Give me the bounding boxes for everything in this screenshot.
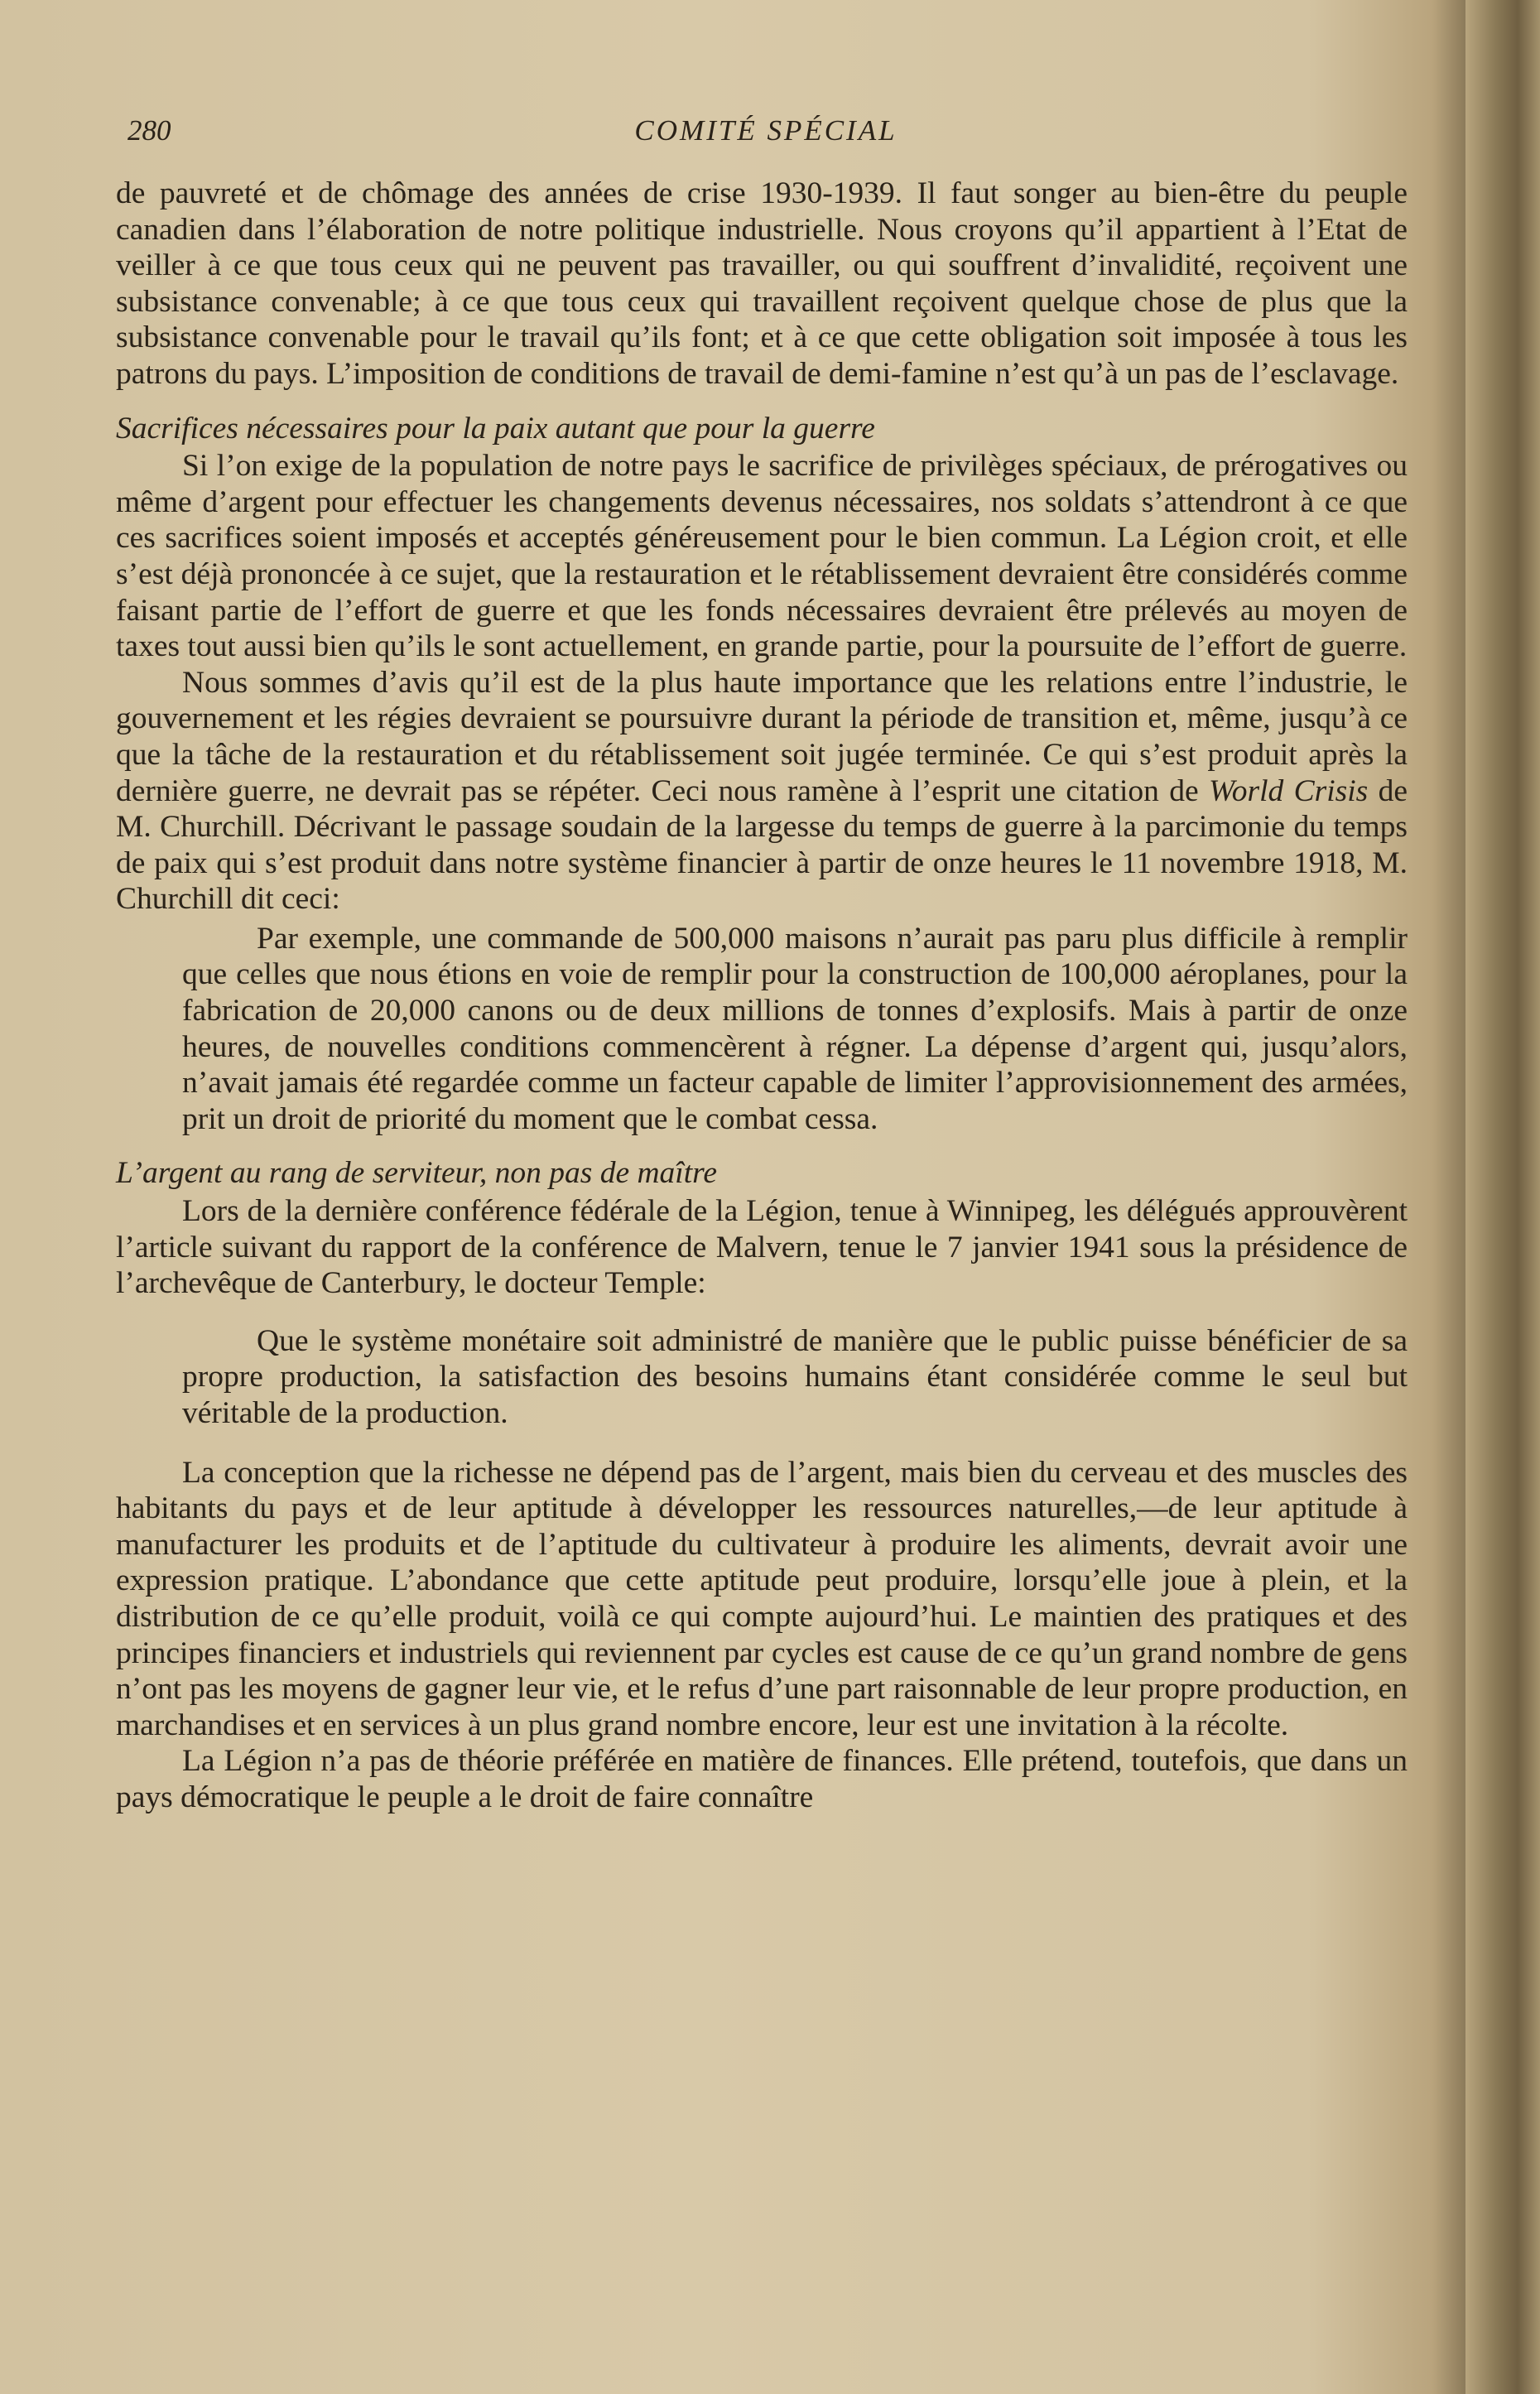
section-heading-sacrifices: Sacrifices nécessaires pour la paix autant que pour la guerre <box>116 411 875 446</box>
page-number: 280 <box>128 114 171 147</box>
paragraph-2: Si l’on exige de la population de notre pays le sacrifice de privilèges spéciaux, de prérogatives ou même d’argent pour effectuer les changements devenus nécessaires, nos soldats s’attendront à ce que ces sacrifices soient imposés et acceptés généreusement pour le bien commun. La Légion croit, et elle s’est déjà prononcée à ce sujet, que la restauration et le rétablissement devraient être considérés comme faisant partie de l’effort de guerre et que les fonds nécessaires devraient être prélevés au moyen de taxes tout aussi bien qu’ils le sont actuellement, en grande partie, pour la poursuite de l’effort de guerre. <box>116 449 1408 664</box>
spacer <box>116 1302 1408 1320</box>
paragraph-5: La conception que la richesse ne dépend pas de l’argent, mais bien du cerveau et des muscles des habitants du pays et de leur aptitude à développer les ressources naturelles,—de leur aptitude à manufacturer les produits et de l’aptitude du cultivateur à produire les aliments, devrait avoir une expression pratique. L’abondance que cette aptitude peut produire, lorsqu’elle joue à plein, et la distribution de ce qu’elle produit, voilà ce qui compte aujourd’hui. Le maintien des pratiques et des principes financiers et industriels qui reviennent par cycles est cause de ce qu’un grand nombre de gens n’ont pas les moyens de gagner leur vie, et le refus d’une part raisonnable de leur propre production, en marchandises et en services à un plus grand nombre encore, leur est une invitation à la récolte. <box>116 1455 1408 1742</box>
paragraph-3-part-b: de M. Churchill. Décrivant le passage soudain de la largesse du temps de guerre à la parcimonie du temps de paix qui s’est produit dans notre système financier à partir de onze heures le 11 novembre 1918, M. Churchill dit ceci: <box>116 773 1408 917</box>
running-head: COMITÉ SPÉCIAL <box>634 114 898 147</box>
section-heading-argent: L’argent au rang de serviteur, non pas de maître <box>116 1156 717 1191</box>
quotation-churchill: Par exemple, une commande de 500,000 maisons n’aurait pas paru plus difficile à remplir que celles que nous étions en voie de remplir pour la construction de 100,000 aéroplanes, pour la fabrication de 20,000 canons ou de deux millions de tonnes d’explosifs. Mais à partir de onze heures, de nouvelles conditions commencèrent à régner. La dépense d’argent qui, jusqu’alors, n’avait jamais été regardée comme un facteur capable de limiter l’approvisionnement des armées, prit un droit de priorité du moment que le combat cessa. <box>182 921 1408 1136</box>
paragraph-6: La Légion n’a pas de théorie préférée en matière de finances. Elle prétend, toutefois, que dans un pays démocratique le peuple a le droit de faire connaître <box>116 1744 1408 1814</box>
book-spine-shadow <box>1465 0 1540 2394</box>
book-title-world-crisis: World Crisis <box>1208 773 1369 808</box>
paragraph-3-part-a: Nous sommes d’avis qu’il est de la plus haute importance que les relations entre l’industrie, le gouvernement et les régies devraient se poursuivre durant la période de transition et, même, jusqu’à ce que la tâche de la restauration et du rétablissement soit jugée terminée. Ce qui s’est produit après la dernière guerre, ne devrait pas se répéter. Ceci nous ramène à l’esprit une citation de <box>116 665 1408 808</box>
spacer <box>116 1437 1408 1455</box>
paragraph-3 <box>116 665 1408 918</box>
page-body <box>116 176 1408 1816</box>
paragraph-4: Lors de la dernière conférence fédérale de la Légion, tenue à Winnipeg, les délégués approuvèrent l’article suivant du rapport de la conférence de Malvern, tenue le 7 janvier 1941 sous la présidence de l’archevêque de Canterbury, le docteur Temple: <box>116 1194 1408 1301</box>
page-header <box>116 114 1416 156</box>
paragraph-1: de pauvreté et de chômage des années de crise 1930-1939. Il faut songer au bien-être du peuple canadien dans l’élaboration de notre politique industrielle. Nous croyons qu’il appartient à l’Etat de veiller à ce que tous ceux qui ne peuvent pas travailler, ou qui souffrent d’invalidité, reçoivent une subsistance convenable; à ce que tous ceux qui travaillent reçoivent quelque chose de plus que la subsistance convenable pour le travail qu’ils font; et à ce que cette obligation soit imposée à tous les patrons du pays. L’imposition de conditions de travail de demi-famine n’est qu’à un pas de l’esclavage. <box>116 176 1408 391</box>
quotation-malvern: Que le système monétaire soit administré de manière que le public puisse bénéficier de sa propre production, la satisfaction des besoins humains étant considérée comme le seul but véritable de la production. <box>182 1323 1408 1430</box>
